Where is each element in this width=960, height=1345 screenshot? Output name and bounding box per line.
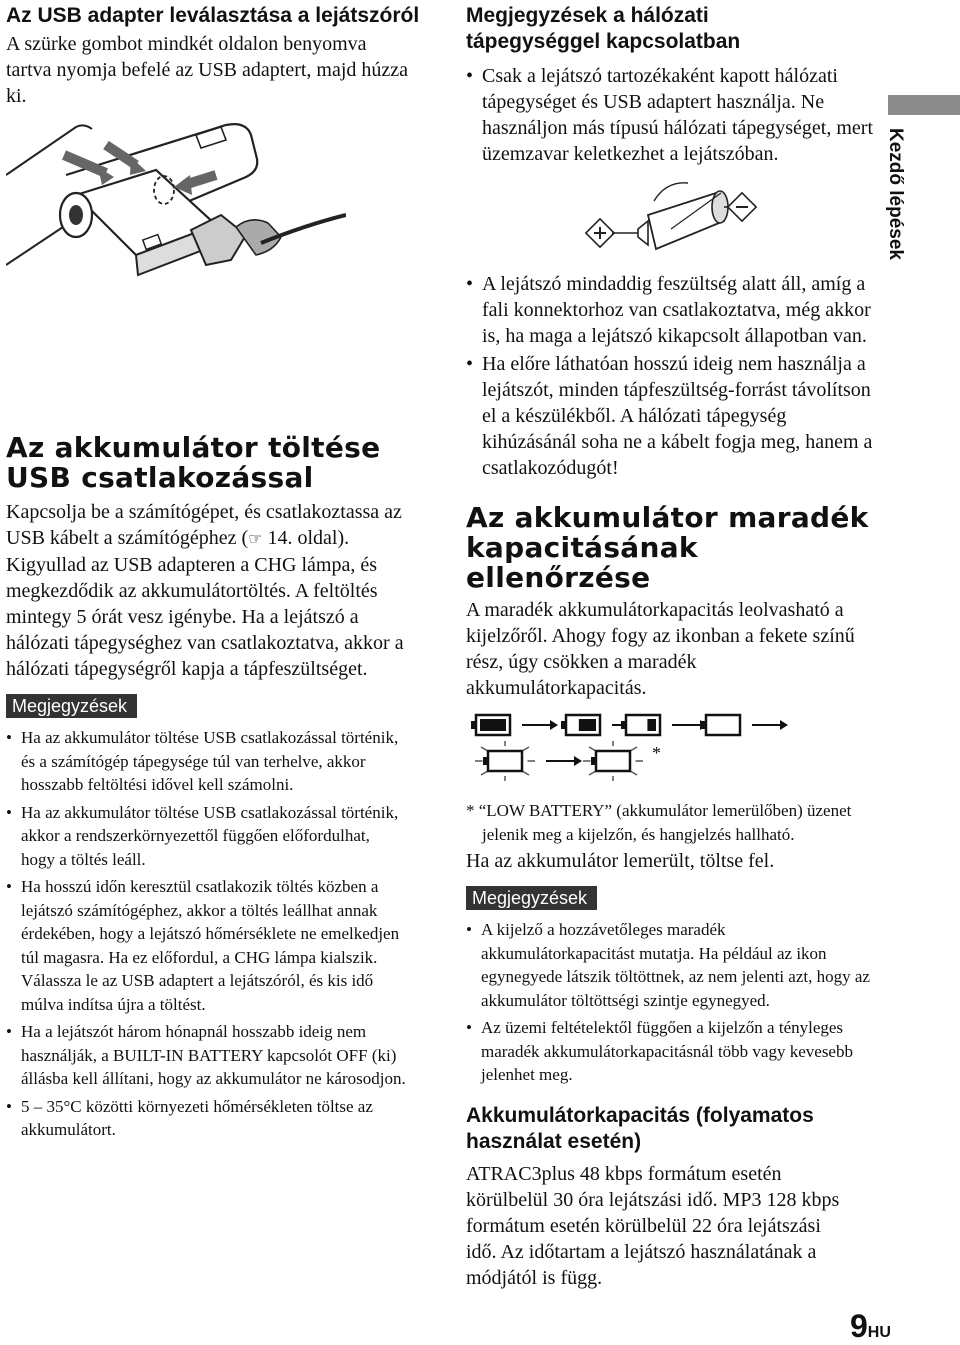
battery-icon: [488, 751, 522, 771]
battery-fill: [647, 719, 656, 731]
list-item: • Ha a lejátszót három hónapnál hosszabb ideig nem használják, a BUILT-IN BATTERY kapcsolót OFF (ki) állásba kell állítani, hogy az akkumulátor ne károsodjon.: [6, 1020, 406, 1091]
list-item: • Az üzemi feltételektől függően a kijelzőn a tényleges maradék akkumulátorkapacitásnál több vagy kevesebb jelenhet meg.: [466, 1016, 871, 1087]
section-side-label: Kezdő lépések: [885, 128, 906, 260]
blink-ray: [589, 747, 595, 751]
list-item: • Ha az akkumulátor töltése USB csatlakozással történik, és a számítógép tápegysége túl van terhelve, akkor hosszabb feltöltési idővel kell számolni.: [6, 726, 406, 797]
usb-adapter-illustration: [6, 115, 346, 305]
list-item: • 5 – 35°C közötti környezeti hőmérsékleten töltse az akkumulátort.: [6, 1095, 406, 1142]
battery-level-diagram: [466, 709, 886, 789]
right-column: [466, 0, 886, 1291]
arrow-head: [574, 756, 582, 766]
footnote-marker: *: [652, 743, 661, 763]
section-tab: [888, 95, 960, 115]
notes-badge: Megjegyzések: [466, 886, 597, 910]
list-item: • A kijelző a hozzávetőleges maradék akkumulátorkapacitást mutatja. Ha például az ikon egynegyede látszik töltöttnek, az nem jelenti azt, hogy az akkumulátor töltöttségi szintje egynegyed.: [466, 918, 871, 1012]
charge-text: Kapcsolja be a számítógépet, és csatlakoztassa az USB kábelt a számítógéphez (☞ 14. oldal). Kigyullad az USB adapteren a CHG lámpa, és megkezdődik az akkumulátortöltés. A feltöltés mintegy 5 órát vesz igénybe. Ha a lejátszó a hálózati tápegységhez van csatlakoztatva, akkor a hálózati tápegységről kapja a tápfeszültséget.: [6, 501, 404, 680]
ac-notes-heading: Megjegyzések a hálózati tápegységgel kapcsolatban: [466, 4, 741, 53]
blink-ray: [481, 772, 487, 776]
usb-detach-heading: Az USB adapter leválasztása a lejátszóról: [6, 4, 420, 27]
battery-fill: [579, 719, 596, 731]
left-notes-list: [6, 726, 406, 1142]
left-column: [6, 0, 436, 1146]
plus-icon: [586, 219, 614, 247]
right-notes-list: [466, 918, 871, 1087]
battery-terminal: [591, 757, 596, 765]
low-battery-footnote: * “LOW BATTERY” (akkumulátor lemerülőben) üzenet jelenik meg a kijelzőn, és hangjelzés hallható.: [466, 801, 852, 844]
battery-icon: [596, 751, 630, 771]
notes-badge: Megjegyzések: [6, 694, 137, 718]
battery-terminal: [471, 721, 476, 729]
ac-notes-bottom-list: [466, 271, 876, 481]
arrow-head: [550, 720, 558, 730]
list-item: • Ha előre láthatóan hosszú ideig nem használja a lejátszót, minden tápfeszültség-forrást távolítson el a készülékből. A hálózati tápegység kihúzásánál soha ne a kábelt fogja meg, hanem a csatlakozódugót!: [466, 351, 876, 481]
battery-icon: [706, 715, 740, 735]
blink-ray: [631, 772, 637, 776]
battery-terminal: [621, 721, 626, 729]
capacity-heading: Akkumulátorkapacitás (folyamatos használat esetén): [466, 1103, 814, 1153]
blink-ray: [481, 747, 487, 751]
list-item: • Ha hosszú időn keresztül csatlakozik töltés közben a lejátszó számítógéphez, akkor a töltés leállhat annak érdekében, hogy a lejátszó hőmérséklete ne emelkedjen túl magasra. Ha ez előfordul, a CHG lámpa kialszik. Válassza le az USB adaptert a lejátszóról, és kis idő múlva indítsa újra a töltést.: [6, 875, 406, 1016]
blink-ray: [589, 772, 595, 776]
capacity-text: ATRAC3plus 48 kbps formátum esetén körülbelül 30 óra lejátszási idő. MP3 128 kbps formátum esetén körülbelül 22 óra lejátszási idő. Az időtartam a lejátszó használatának a módjától is függ.: [466, 1162, 840, 1289]
list-item: • Csak a lejátszó tartozékaként kapott hálózati tápegységet és USB adaptert használja. Ne használjon más típusú hálózati tápegységet, mert üzemzavar keletkezhet a lejátszóban.: [466, 63, 876, 167]
list-item: • A lejátszó mindaddig feszültség alatt áll, amíg a fali konnektorhoz van csatlakoztatva, még akkor is, ha maga a lejátszó kikapcsolt állapotban van.: [466, 271, 876, 349]
usb-detach-text: A szürke gombot mindkét oldalon benyomva tartva nyomja befelé az USB adaptert, majd húzza ki.: [6, 33, 409, 107]
battery-fill: [480, 719, 506, 731]
blink-ray: [523, 772, 529, 776]
battery-terminal: [483, 757, 488, 765]
reference-icon: ☞: [248, 529, 263, 548]
ac-notes-top-list: [466, 63, 876, 167]
charge-heading: Az akkumulátor töltése USB csatlakozással: [6, 431, 381, 494]
blink-ray: [523, 747, 529, 751]
battery-terminal: [701, 721, 706, 729]
minus-icon: [728, 193, 756, 221]
page-number: 9HU: [850, 1308, 891, 1344]
blink-ray: [631, 747, 637, 751]
remaining-text: A maradék akkumulátorkapacitás leolvasható a kijelzőről. Ahogy fogy az ikonban a fekete színű rész, úgy csökken a maradék akkumulátorkapacitás.: [466, 599, 855, 699]
recharge-text: Ha az akkumulátor lemerült, töltse fel.: [466, 850, 775, 872]
list-item: • Ha az akkumulátor töltése USB csatlakozással történik, akkor a rendszerkörnyezettől függően előfordulhat, hogy a töltés leáll.: [6, 801, 406, 872]
remaining-heading: Az akkumulátor maradék kapacitásának ellenőrzése: [466, 501, 869, 594]
battery-terminal: [561, 721, 566, 729]
arrow-head: [780, 720, 788, 730]
polarity-diagram: [466, 171, 886, 263]
